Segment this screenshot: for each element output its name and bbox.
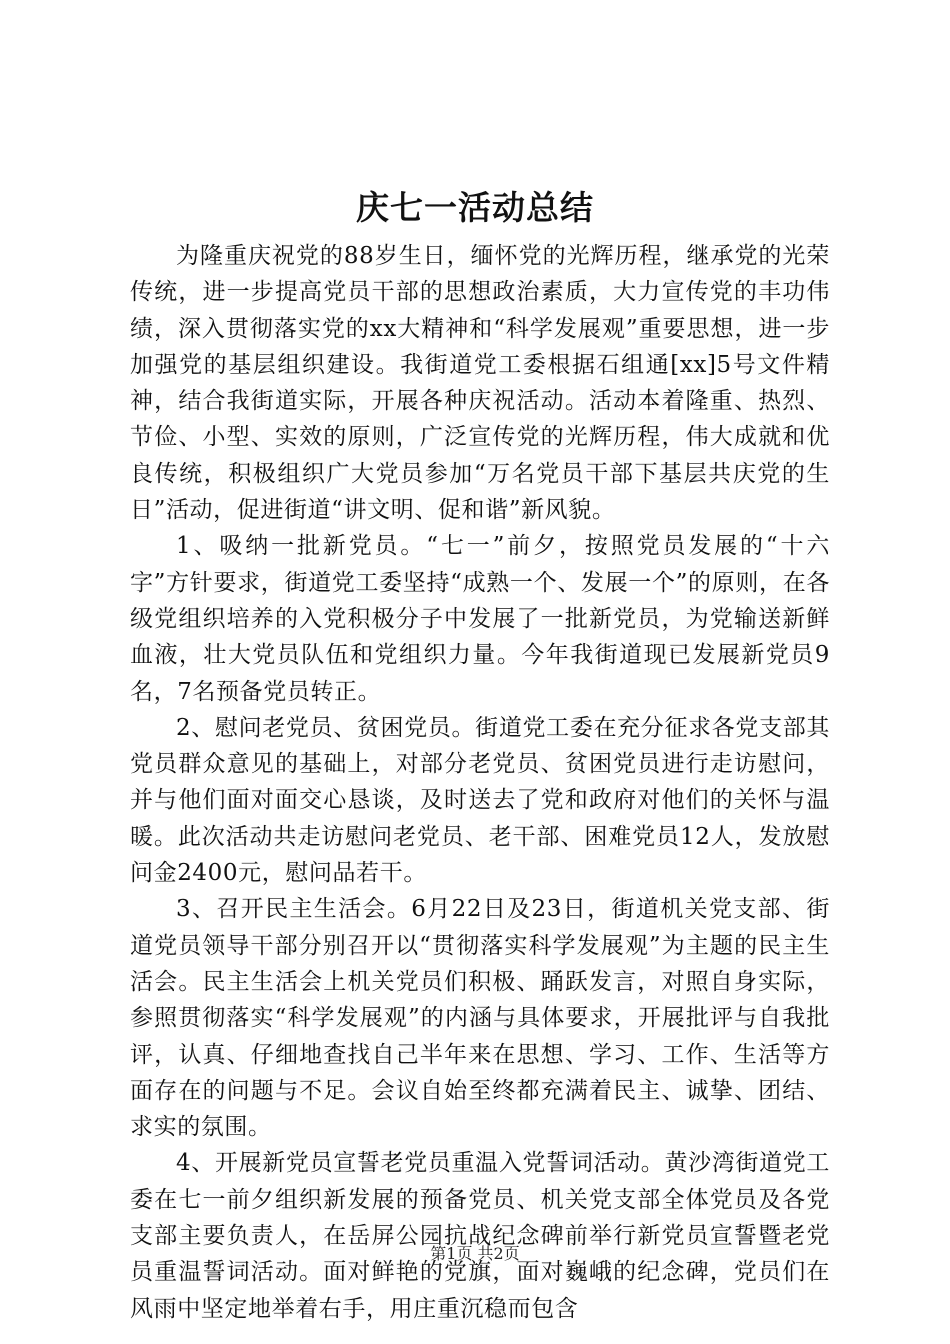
intro-paragraph: 为隆重庆祝党的88岁生日，缅怀党的光辉历程，继承党的光荣传统，进一步提高党员干部的思想政治素质，大力宣传党的丰功伟绩，深入贯彻落实党的xx大精神和“科学发展观”重要思想，进一步加强党的基层组织建设。我街道党工委根据石组通[xx]5号文件精神，结合我街道实际，开展各种庆祝活动。活动本着隆重、热烈、节俭、小型、实效的原则，广泛宣传党的光辉历程，伟大成就和优良传统，积极组织广大党员参加“万名党员干部下基层共庆党的生日”活动，促进街道“讲文明、促和谐”新风貌。 [130,243,830,524]
item-2-paragraph: 2、慰问老党员、贫困党员。街道党工委在充分征求各党支部其党员群众意见的基础上，对部分老党员、贫困党员进行走访慰问，并与他们面对面交心恳谈，及时送去了党和政府对他们的关怀与温暖。此次活动共走访慰问老党员、老干部、困难党员12人，发放慰问金2400元，慰问品若干。 [130,714,830,887]
document-body [130,238,830,1327]
page-number-footer: 第1页 共2页 [430,1244,520,1263]
item-3-paragraph: 3、召开民主生活会。6月22日及23日，街道机关党支部、街道党员领导干部分别召开以“贯彻落实科学发展观”为主题的民主生活会。民主生活会上机关党员们积极、踊跃发言，对照自身实际，参照贯彻落实“科学发展观”的内涵与具体要求，开展批评与自我批评，认真、仔细地查找自己半年来在思想、学习、工作、生活等方面存在的问题与不足。会议自始至终都充满着民主、诚挚、团结、求实的氛围。 [130,896,830,1141]
item-4-paragraph: 4、开展新党员宣誓老党员重温入党誓词活动。黄沙湾街道党工委在七一前夕组织新发展的预备党员、机关党支部全体党员及各党支部主要负责人，在岳屏公园抗战纪念碑前举行新党员宣誓暨老党员重温誓词活动。面对鲜艳的党旗，面对巍峨的纪念碑，党员们在风雨中坚定地举着右手，用庄重沉稳而包含 [130,1150,830,1322]
document-title: 庆七一活动总结 [356,188,594,227]
item-1-paragraph: 1、吸纳一批新党员。“七一”前夕，按照党员发展的“十六字”方针要求，街道党工委坚持“成熟一个、发展一个”的原则，在各级党组织培养的入党积极分子中发展了一批新党员，为党输送新鲜血液，壮大党员队伍和党组织力量。今年我街道现已发展新党员9名，7名预备党员转正。 [130,533,830,705]
